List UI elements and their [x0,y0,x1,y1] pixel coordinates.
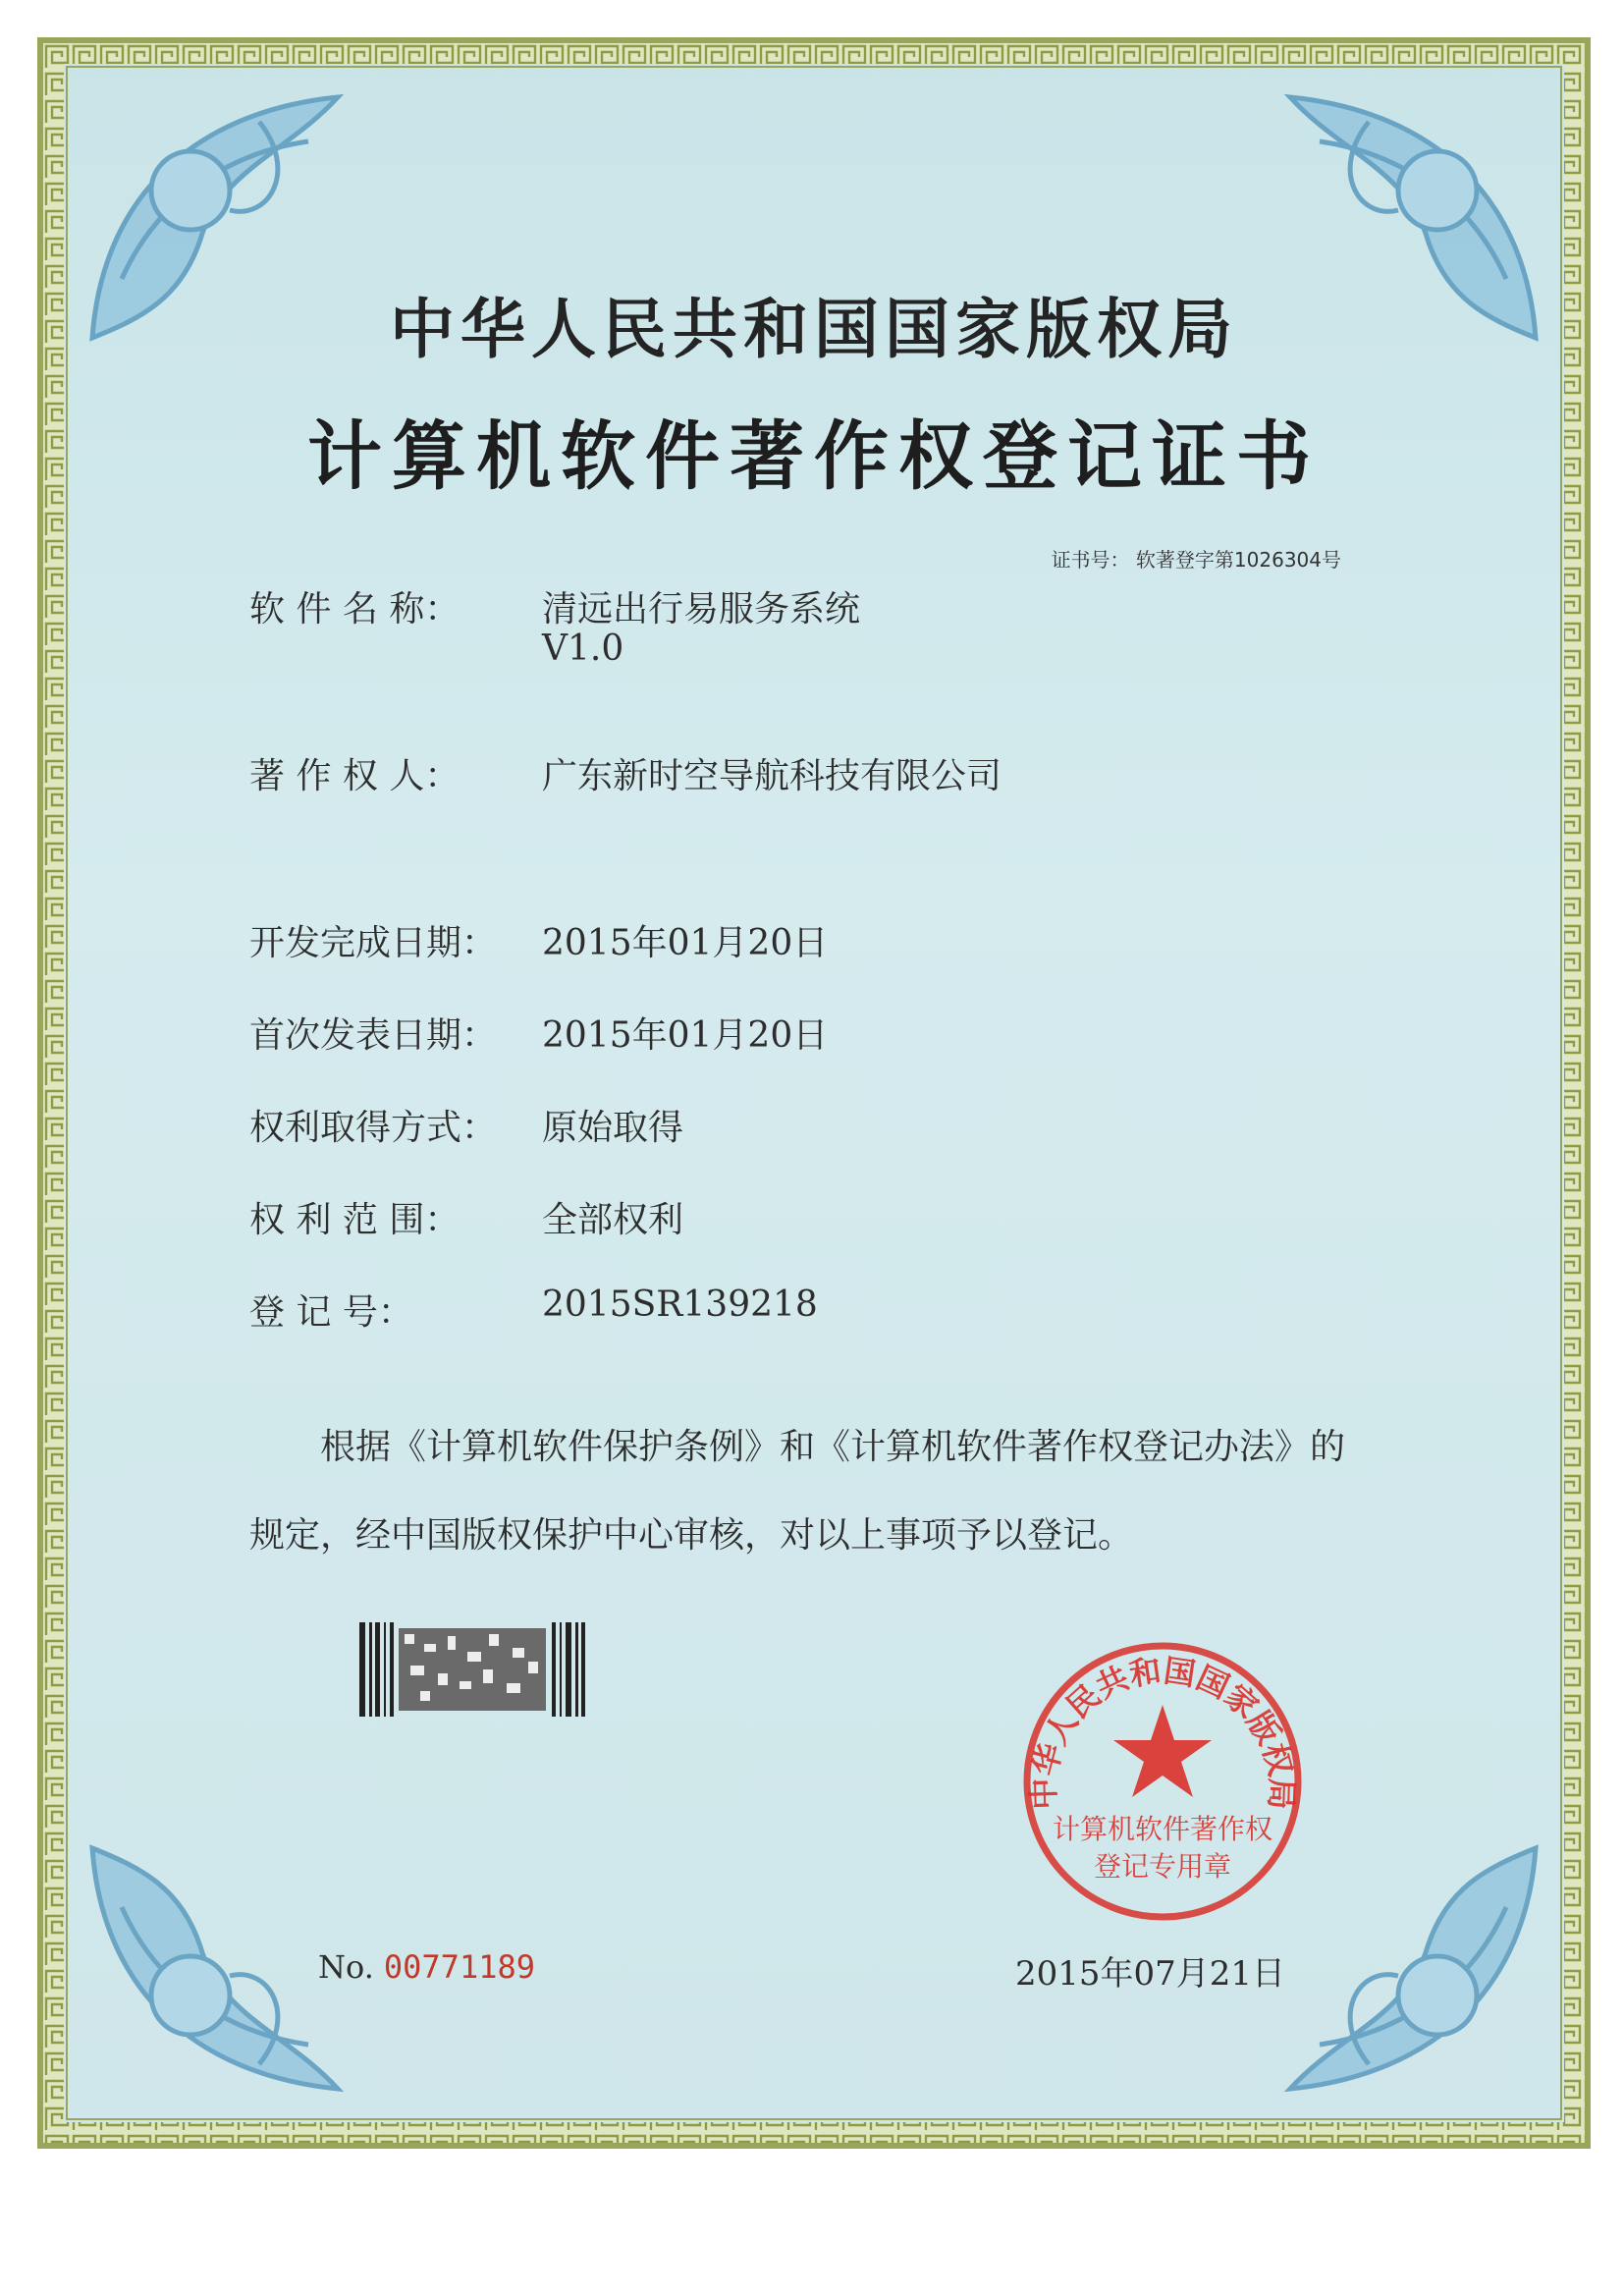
statement-line-1: 根据《计算机软件保护条例》和《计算机软件著作权登记办法》的 [320,1427,1346,1467]
acquisition-method-value: 原始取得 [542,1108,684,1148]
rights-scope-label: 权 利 范 围： [249,1200,460,1240]
acquisition-method-label: 权利取得方式： [249,1108,498,1148]
serial-prefix: No. [318,1948,374,1986]
issue-date: 2015年07月21日 [1015,1954,1286,1994]
registration-number-value: 2015SR139218 [542,1285,818,1325]
software-version-value: V1.0 [542,629,624,669]
publication-date-label: 首次发表日期： [249,1015,498,1056]
completion-date-value: 2015年01月20日 [542,923,829,963]
software-name-value: 清远出行易服务系统 [542,589,861,629]
serial-number-value: 00771189 [383,1948,535,1986]
completion-date-label: 开发完成日期： [249,923,498,963]
certificate-number: 证书号： 软著登字第1026304号 [1051,548,1341,572]
certificate-title: 计算机软件著作权登记证书 [307,412,1321,500]
registration-number-label: 登 记 号： [249,1292,413,1333]
issuing-authority: 中华人民共和国国家版权局 [390,292,1238,367]
serial-number [318,1948,535,1986]
star-icon [1113,1705,1212,1797]
seal-inner-line-1: 计算机软件著作权 [1052,1813,1273,1845]
seal-inner-line-2: 登记专用章 [1093,1850,1232,1883]
rights-scope-value: 全部权利 [542,1200,684,1240]
official-seal [1005,1634,1320,1929]
barcode-icon [359,1622,585,1717]
certificate [37,37,1591,2149]
software-name-label: 软 件 名 称： [249,589,460,629]
seal-outer-text: 中华人民共和国国家版权局 [1024,1651,1301,1811]
copyright-owner-label: 著 作 权 人： [249,756,460,796]
copyright-owner-value: 广东新时空导航科技有限公司 [542,756,1002,796]
publication-date-value: 2015年01月20日 [542,1015,829,1056]
statement-line-2: 规定，经中国版权保护中心审核，对以上事项予以登记。 [249,1515,1134,1556]
